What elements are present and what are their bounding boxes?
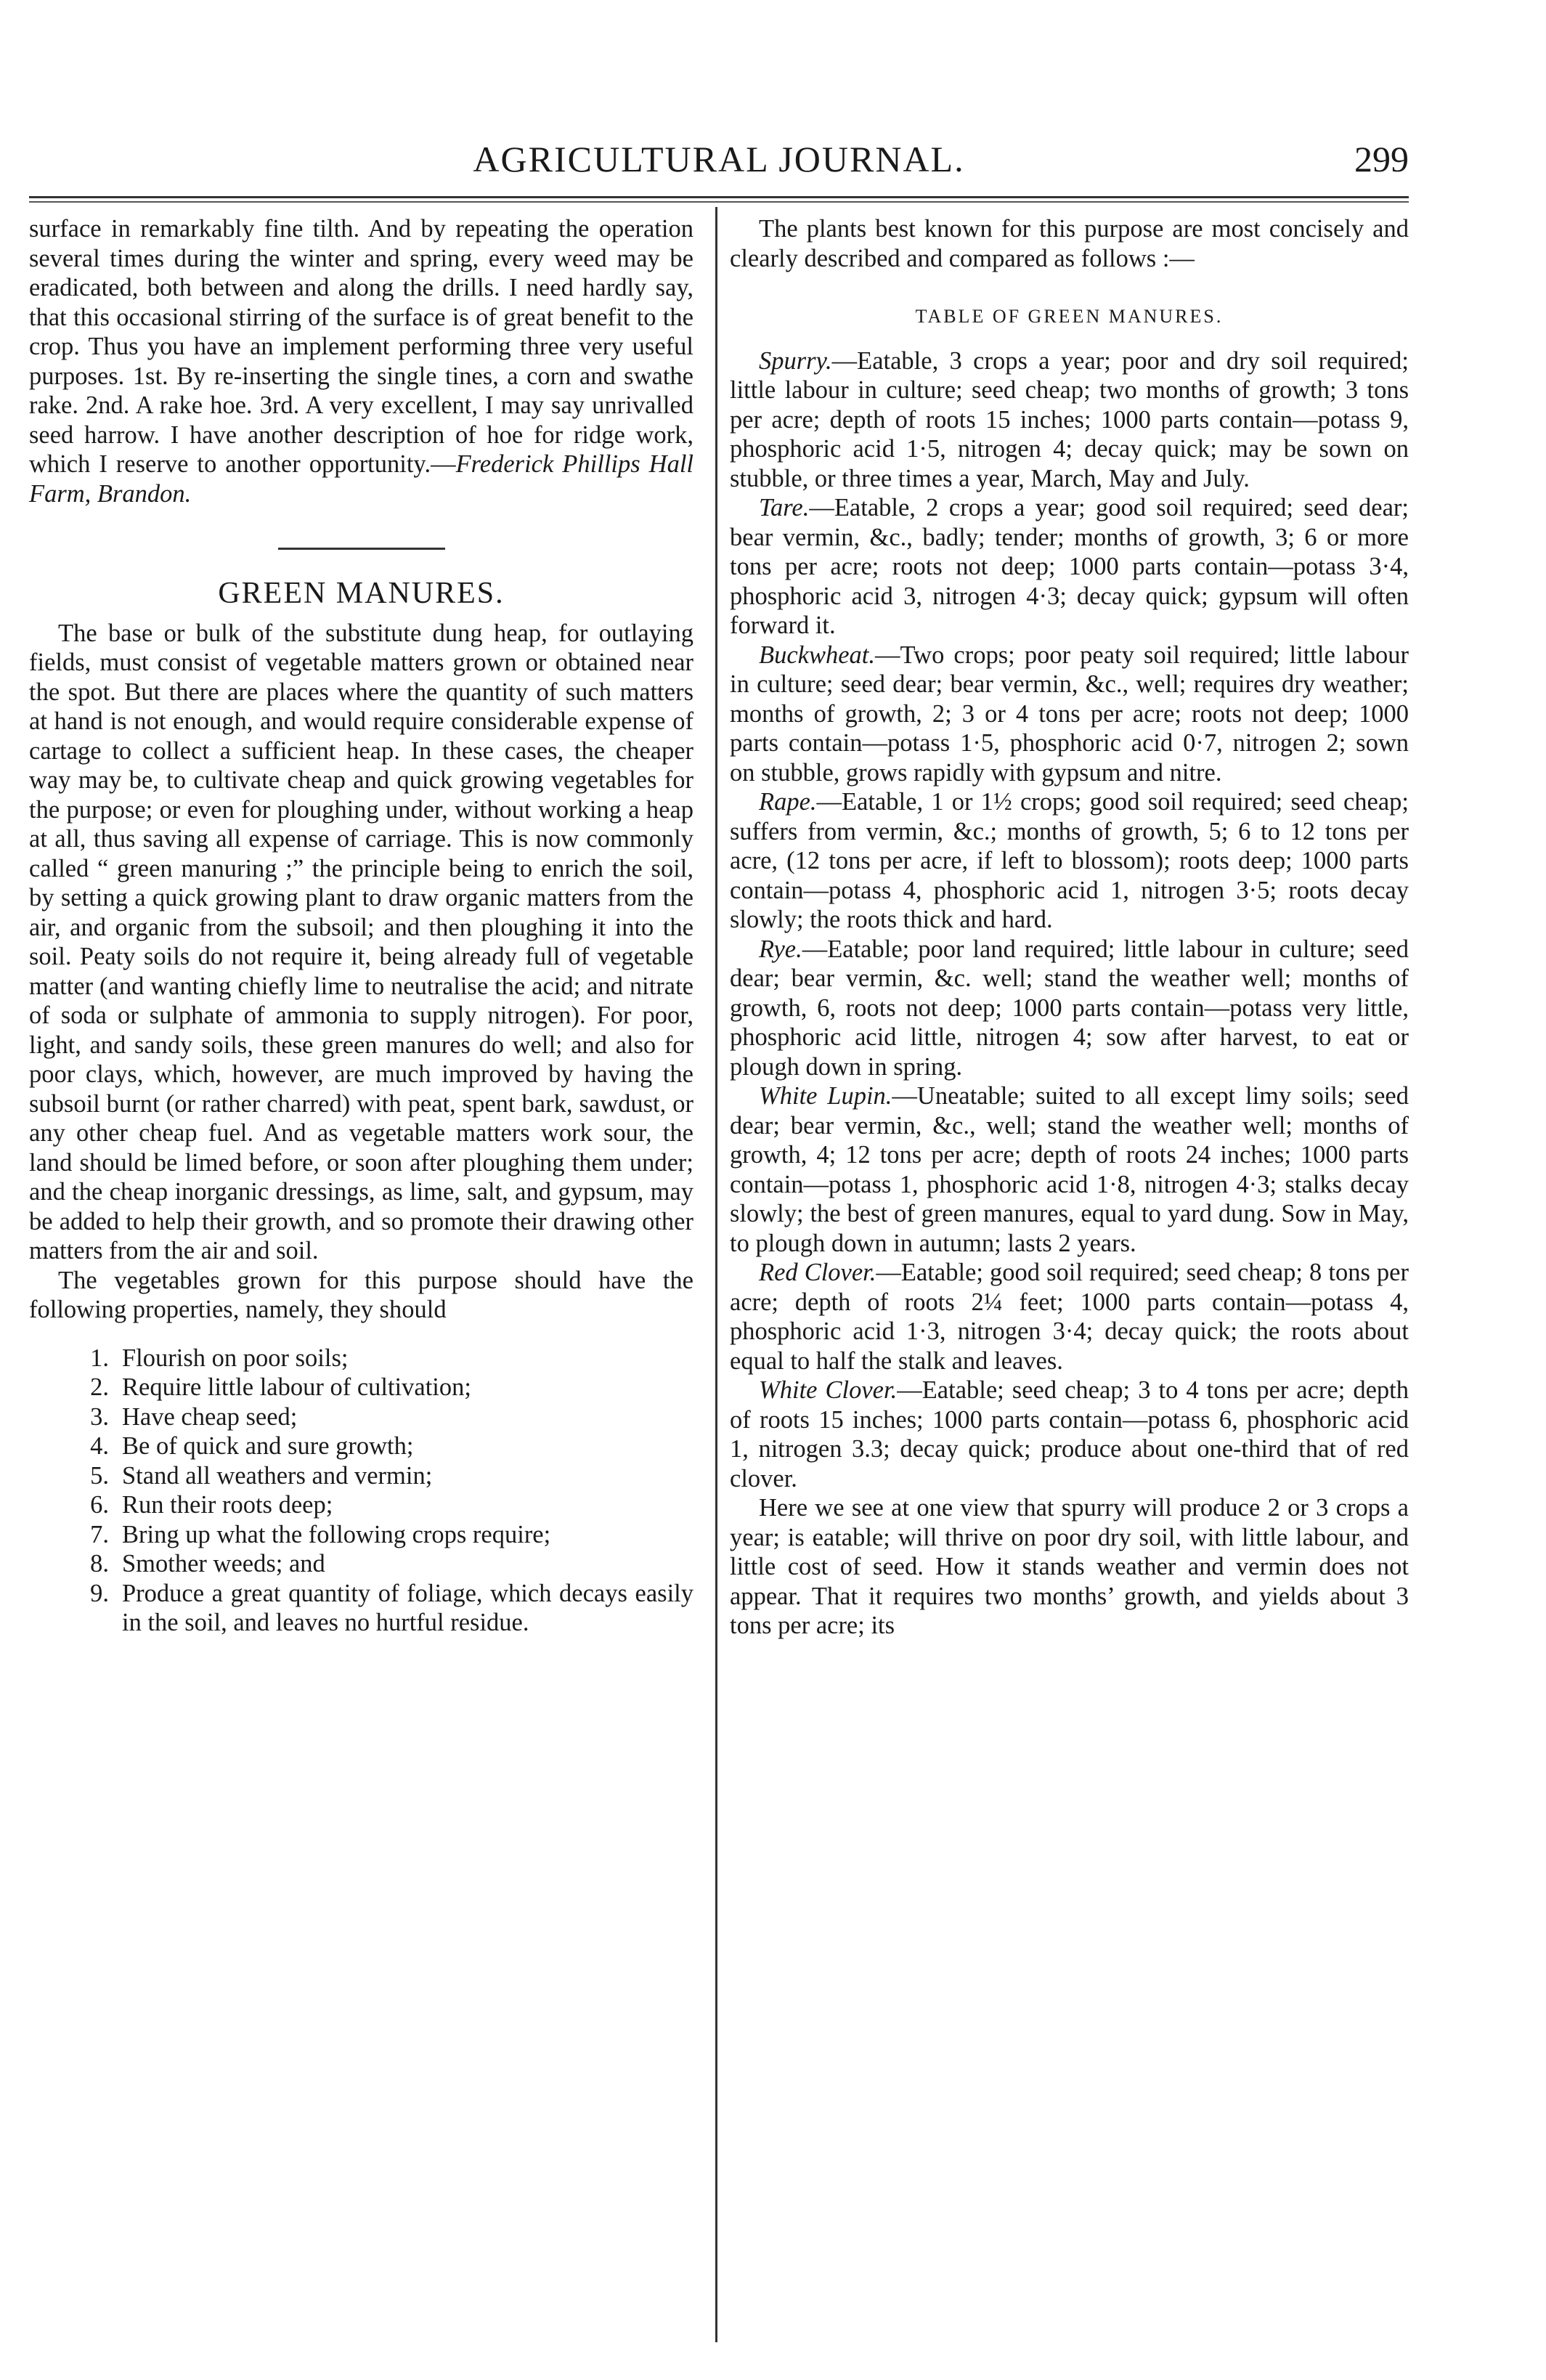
intro-paragraph: The base or bulk of the substitute dung heap, for outlaying fields, must consist of vegetable matters grown or obtained near the spot. But there are places where the quantity of such matters at hand is not enough, and would require considerable expense of cartage to collect a sufficient heap. In these cases, the cheaper way may be, to cultivate cheap and quick growing vegetables for the purpose; or even for ploughing under, without working a heap at all, thus saving all expense of carriage. This is now commonly called “ green manuring ;” the principle being to enrich the soil, by setting a quick growing plant to draw organic matters from the air, and organic from the subsoil; and then ploughing it into the soil. Peaty soils do not require it, being already full of vegetable matter (and wanting chiefly lime to neutralise the acid; and nitrate of soda or sulphate of ammonia to supply nitrogen). For poor, light, and sandy soils, these green manures do well; and also for poor clays, which, however, are much improved by having the subsoil burnt (or rather charred) with peat, spent bark, sawdust, or any other cheap fuel. And as vegetable matters work sour, the land should be limed before, or soon after ploughing them under; and the cheap inorganic dressings, as lime, salt, and gypsum, may be added to help their growth, and so promote their drawing other matters from the air and soil.: [29, 619, 693, 1264]
list-item: [29, 1402, 693, 1432]
list-item: [29, 1373, 693, 1402]
manure-entry-rape: [730, 787, 1409, 935]
plant-description: —Eatable; seed cheap; 3 to 4 tons per acre; depth of roots 15 inches; 1000 parts contain—potass 6, phosphoric acid 1, nitrogen 3.3; decay quick; produce about one-third that of red clover.: [730, 1376, 1409, 1492]
continued-paragraph-text: surface in remarkably fine tilth. And by repeating the operation several times during the winter and spring, every weed may be eradicated, both between and along the drills. I need hardly say, that this occasional stirring of the surface is of great benefit to the crop. Thus you have an implement performing three very useful purposes. 1st. By re-inserting the single tines, a corn and swathe rake. 2nd. A rake hoe. 3rd. A very excellent, I may say unrivalled seed harrow. I have another description of hoe for ridge work, which I reserve to another opportunity.—: [29, 215, 693, 478]
column-divider: [715, 207, 717, 2342]
section-heading: GREEN MANURES.: [218, 577, 505, 610]
list-text: Stand all weathers and vermin;: [122, 1461, 433, 1490]
list-text: Have cheap seed;: [122, 1402, 298, 1431]
list-text: Bring up what the following crops require;: [122, 1520, 551, 1548]
list-number: 8.: [90, 1550, 109, 1577]
plant-description: —Eatable; poor land required; little labour in culture; seed dear; bear vermin, &c. well; stand the weather well; months of growth, 6, roots not deep; 1000 parts contain—potass very little, phosphoric acid little, nitrogen 4; sow after harvest, to eat or plough down in spring.: [730, 935, 1409, 1081]
plant-name: Buckwheat.: [759, 641, 875, 669]
list-number: 2.: [90, 1373, 109, 1401]
continued-paragraph: [29, 214, 693, 508]
plant-description: —Eatable, 2 crops a year; good soil required; seed dear; bear vermin, &c., badly; tender; months of growth, 3; 6 or more tons per acre; roots not deep; 1000 parts contain—potass 3·4, phosphoric acid 3, nitrogen 4·3; decay quick; gypsum will often forward it.: [730, 494, 1409, 639]
section-separator: [278, 548, 445, 550]
list-number: 5.: [90, 1461, 109, 1490]
list-text: Produce a great quantity of foliage, which decays easily in the soil, and leaves no hurtful residue.: [122, 1579, 693, 1636]
list-item: [29, 1431, 693, 1461]
list-item: [29, 1344, 693, 1373]
list-text: Run their roots deep;: [122, 1491, 333, 1519]
list-text: Require little labour of cultivation;: [122, 1373, 471, 1401]
plant-description: —Two crops; poor peaty soil required; little labour in culture; seed dear; bear vermin, &c., well; requires dry weather; months of growth, 2; 3 or 4 tons per acre; roots not deep; 1000 parts contain—potass 1·5, phosphoric acid 0·7, nitrogen 2; sown on stubble, grows rapidly with gypsum and nitre.: [730, 641, 1409, 787]
manure-entry-white-clover: [730, 1376, 1409, 1493]
table-heading: TABLE OF GREEN MANURES.: [915, 306, 1224, 327]
plant-name: Tare.: [759, 494, 810, 521]
list-number: 1.: [90, 1344, 109, 1372]
manure-entry-rye: [730, 935, 1409, 1082]
left-column: [29, 214, 693, 1638]
author-signature: Frederick Phillips Hall Farm, Brandon.: [29, 450, 693, 508]
closing-paragraph: Here we see at one view that spurry will produce 2 or 3 crops a year; is eatable; will thrive on poor dry soil, with little labour, and little cost of seed. How it stands weather and vermin does not appear. That it requires two months’ growth, and yields about 3 tons per acre; its: [730, 1494, 1409, 1639]
page-number: 299: [1354, 139, 1409, 179]
table-intro: The plants best known for this purpose are most concisely and clearly described and compared as follows :—: [730, 215, 1409, 272]
plant-name: White Lupin.: [759, 1082, 892, 1110]
plant-name: Rye.: [759, 935, 802, 963]
right-column: [730, 214, 1409, 1641]
list-number: 6.: [90, 1491, 109, 1519]
list-item: [29, 1461, 693, 1491]
list-text: Smother weeds; and: [122, 1550, 325, 1577]
list-text: Flourish on poor soils;: [122, 1344, 349, 1372]
running-header: [29, 109, 1409, 179]
properties-lead-in: The vegetables grown for this purpose should have the following properties, namely, they should: [29, 1266, 693, 1323]
manure-entry-spurry: [730, 346, 1409, 494]
plant-description: —Eatable; good soil required; seed cheap; 8 tons per acre; depth of roots 2¼ feet; 1000 parts contain—potass 4, phosphoric acid 1·3, nitrogen 3·4; decay quick; the roots about equal to half the stalk and leaves.: [730, 1259, 1409, 1375]
plant-name: White Clover.: [759, 1376, 898, 1404]
list-number: 4.: [90, 1432, 109, 1460]
list-number: 9.: [90, 1579, 109, 1607]
manure-entry-tare: [730, 493, 1409, 641]
manure-entry-buckwheat: [730, 641, 1409, 788]
plant-description: —Eatable, 3 crops a year; poor and dry soil required; little labour in culture; seed cheap; two months of growth; 3 tons per acre; depth of roots 15 inches; 1000 parts contain—potass 9, phosphoric acid 1·5, nitrogen 4; decay quick; may be sown on stubble, or three times a year, March, May and July.: [730, 346, 1409, 492]
journal-title: AGRICULTURAL JOURNAL.: [473, 139, 965, 179]
list-item: [29, 1490, 693, 1520]
list-number: 3.: [90, 1402, 109, 1431]
properties-list: [29, 1344, 693, 1638]
manure-entry-white-lupin: [730, 1081, 1409, 1258]
plant-description: —Eatable, 1 or 1½ crops; good soil required; seed cheap; suffers from vermin, &c.; months of growth, 5; 6 to 12 tons per acre, (12 tons per acre, if left to blossom); roots deep; 1000 parts contain—potass 4, phosphoric acid 1, nitrogen 3·5; roots decay slowly; the roots thick and hard.: [730, 788, 1409, 933]
list-item: [29, 1520, 693, 1550]
plant-name: Red Clover.: [759, 1259, 876, 1286]
manure-entry-red-clover: [730, 1258, 1409, 1376]
plant-name: Spurry.: [759, 346, 832, 375]
header-rule: [29, 196, 1409, 203]
list-item: [29, 1549, 693, 1579]
plant-name: Rape.: [759, 788, 817, 816]
list-text: Be of quick and sure growth;: [122, 1432, 414, 1460]
plant-description: —Uneatable; suited to all except limy soils; seed dear; bear vermin, &c., well; stand the weather well; months of growth, 4; 12 tons per acre; depth of roots 24 inches; 1000 parts contain—potass 1, phosphoric acid 1·8, nitrogen 4·3; stalks decay slowly; the best of green manures, equal to yard dung. Sow in May, to plough down in autumn; lasts 2 years.: [730, 1082, 1409, 1257]
list-number: 7.: [90, 1520, 109, 1548]
list-item: [29, 1579, 693, 1638]
